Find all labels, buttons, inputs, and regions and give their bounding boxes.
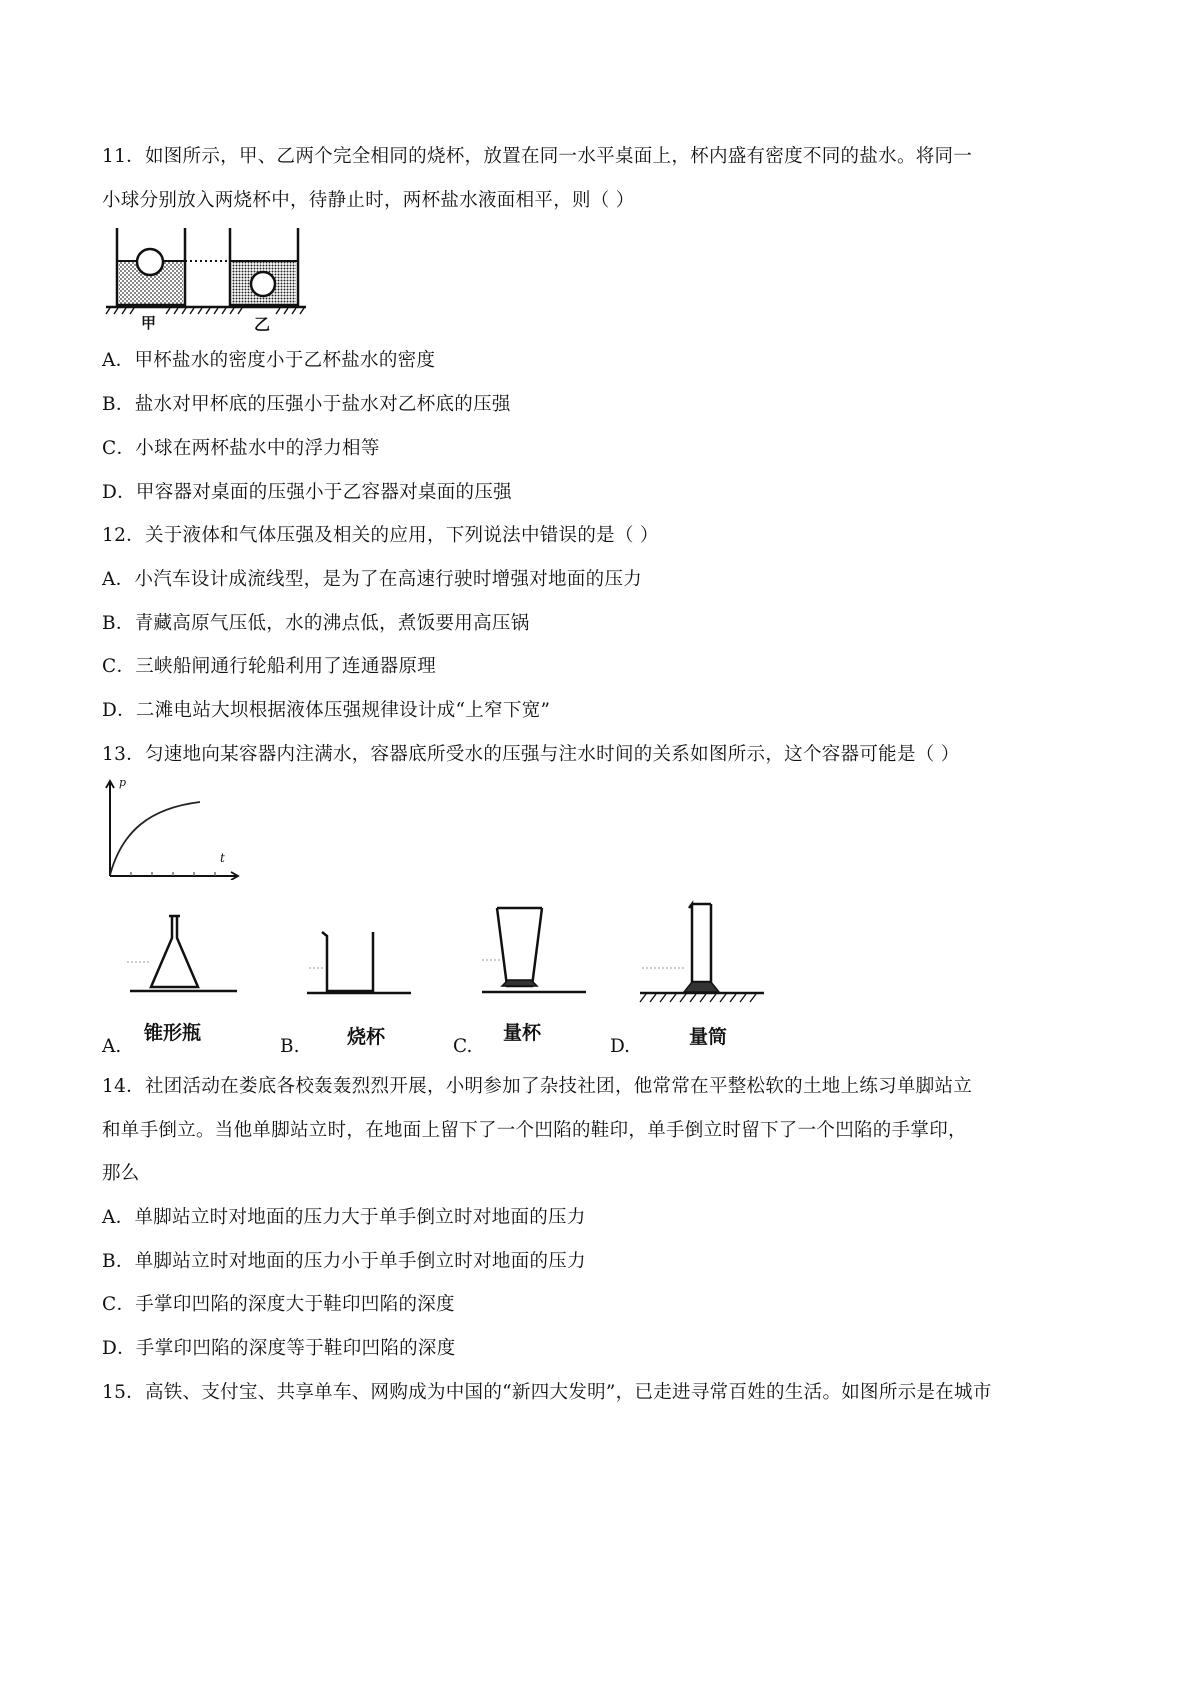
- q14-stem-line3: 那么: [102, 1163, 140, 1184]
- q15-stem-line1: 15．高铁、支付宝、共享单车、网购成为中国的“新四大发明”，已走进寻常百姓的生活。如图所示是在城市: [102, 1382, 992, 1403]
- q14-option-d: D．手掌印凹陷的深度等于鞋印凹陷的深度: [102, 1338, 456, 1359]
- q13-vessel-label-a: 锥形瓶: [144, 1022, 202, 1044]
- vessel-erlenmeyer-flask: [125, 908, 240, 998]
- q11-stem-line2: 小球分别放入两烧杯中，待静止时，两杯盐水液面相平，则（ ）: [102, 190, 635, 211]
- q13-vessel-label-b: 烧杯: [347, 1026, 386, 1048]
- q12-option-b: B．青藏高原气压低，水的沸点低，煮饭要用高压锅: [102, 613, 530, 634]
- q12-stem: 12．关于液体和气体压强及相关的应用，下列说法中错误的是（ ）: [102, 525, 659, 546]
- q13-option-d-letter: D.: [610, 1036, 631, 1057]
- q12-option-a: A．小汽车设计成流线型，是为了在高速行驶时增强对地面的压力: [102, 569, 643, 590]
- q14-option-a: A．单脚站立时对地面的压力大于单手倒立时对地面的压力: [102, 1207, 586, 1228]
- q13-option-c-letter: C.: [453, 1036, 473, 1057]
- q13-option-a-letter: A.: [102, 1036, 122, 1057]
- q13-vessel-label-c: 量杯: [503, 1022, 542, 1044]
- q14-option-c: C．手掌印凹陷的深度大于鞋印凹陷的深度: [102, 1294, 455, 1315]
- q11-label-left: 甲: [141, 314, 157, 332]
- q12-option-d: D．二滩电站大坝根据液体压强规律设计成“上窄下宽”: [102, 700, 551, 721]
- q13-vessel-label-d: 量筒: [689, 1026, 728, 1048]
- q11-beakers-figure: [100, 222, 310, 334]
- q11-option-c: C．小球在两杯盐水中的浮力相等: [102, 438, 380, 459]
- q14-option-b: B．单脚站立时对地面的压力小于单手倒立时对地面的压力: [102, 1251, 586, 1272]
- q14-stem-line2: 和单手倒立。当他单脚站立时，在地面上留下了一个凹陷的鞋印，单手倒立时留下了一个凹陷的手掌印，: [102, 1120, 967, 1141]
- q11-label-right: 乙: [254, 315, 271, 334]
- q11-stem-line1: 11．如图所示，甲、乙两个完全相同的烧杯，放置在同一水平桌面上，杯内盛有密度不同的盐水。将同一: [102, 146, 973, 167]
- q13-option-b-letter: B.: [280, 1036, 300, 1057]
- q11-option-d: D．甲容器对桌面的压强小于乙容器对桌面的压强: [102, 482, 512, 503]
- q12-option-c: C．三峡船闸通行轮船利用了连通器原理: [102, 656, 437, 677]
- vessel-graduated-cylinder: [638, 898, 768, 1008]
- q11-option-b: B．盐水对甲杯底的压强小于盐水对乙杯底的压强: [102, 394, 511, 415]
- vessel-beaker: [305, 908, 415, 998]
- q11-option-a: A．甲杯盐水的密度小于乙杯盐水的密度: [102, 350, 436, 371]
- q13-graph-x-label: t: [220, 851, 225, 865]
- q13-stem: 13．匀速地向某容器内注满水，容器底所受水的压强与注水时间的关系如图所示，这个容器可能是（ ）: [102, 744, 960, 765]
- q13-pressure-time-graph: [100, 776, 245, 880]
- q13-graph-y-label: p: [119, 776, 127, 789]
- vessel-measuring-cup: [480, 900, 590, 998]
- q14-stem-line1: 14．社团活动在娄底各校轰轰烈烈开展，小明参加了杂技社团，他常常在平整松软的土地上练习单脚站立: [102, 1076, 973, 1097]
